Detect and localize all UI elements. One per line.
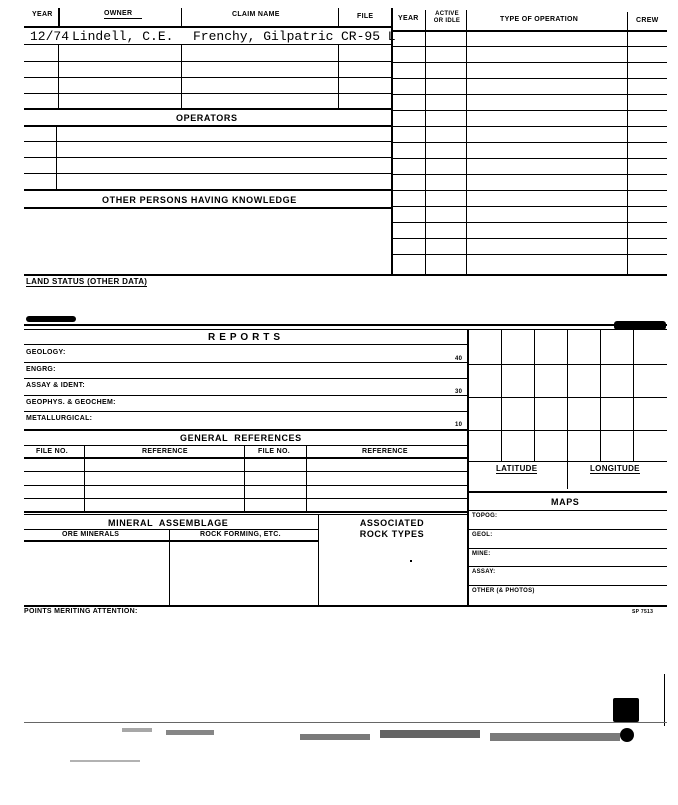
form-number: SP 7513	[632, 609, 654, 615]
rock-forming-label: ROCK FORMING, ETC.	[200, 531, 281, 538]
reports-engrg: ENGRG:	[26, 366, 56, 373]
reports-metallurgical: METALLURGICAL:	[26, 415, 93, 422]
header-owner: OWNER	[104, 10, 133, 17]
col-file-no: FILE NO.	[36, 448, 68, 455]
header-type-of-operation: TYPE OF OPERATION	[500, 16, 579, 23]
reports-assay-num: 30	[455, 389, 463, 395]
reports-heading: R E P O R T S	[208, 332, 281, 343]
general-references-heading: GENERAL REFERENCES	[180, 433, 302, 443]
header-file: FILE	[357, 13, 374, 20]
header-year-2: YEAR	[398, 15, 419, 22]
header-year: YEAR	[32, 11, 53, 18]
associated-rock-types-heading: ASSOCIATED ROCK TYPES	[359, 518, 425, 539]
reports-geophys: GEOPHYS. & GEOCHEM:	[26, 399, 116, 406]
maps-mine: MINE:	[472, 551, 491, 557]
header-active-or-idle: ACTIVE OR IDLE	[433, 11, 461, 24]
row1-year: 12/74	[30, 29, 70, 44]
mineral-assemblage-heading: MINERAL ASSEMBLAGE	[108, 518, 229, 528]
ore-minerals-label: ORE MINERALS	[62, 531, 120, 538]
maps-heading: MAPS	[551, 497, 580, 507]
operators-heading: OPERATORS	[176, 113, 238, 123]
land-status-label: LAND STATUS (OTHER DATA)	[26, 277, 148, 286]
points-meriting-label: POINTS MERITING ATTENTION:	[24, 608, 138, 615]
col-file-no-2: FILE NO.	[258, 448, 290, 455]
scan-mark-left	[26, 316, 76, 322]
row1-file: CR-95 L	[341, 29, 396, 44]
reports-metallurgical-num: 10	[455, 422, 463, 428]
other-persons-heading: OTHER PERSONS HAVING KNOWLEDGE	[102, 195, 297, 205]
maps-topog: TOPOG:	[472, 513, 498, 519]
row1-owner: Lindell, C.E.	[72, 29, 174, 44]
reports-assay: ASSAY & IDENT:	[26, 382, 86, 389]
longitude-label: LONGITUDE	[590, 464, 640, 473]
col-reference: REFERENCE	[142, 448, 188, 455]
maps-geol: GEOL:	[472, 532, 493, 538]
row1-claim-name: Frenchy, Gilpatric	[193, 29, 334, 44]
reports-geology: GEOLOGY:	[26, 349, 66, 356]
col-reference-2: REFERENCE	[362, 448, 408, 455]
header-claim-name: CLAIM NAME	[232, 11, 280, 18]
latitude-label: LATITUDE	[496, 464, 538, 473]
maps-assay: ASSAY:	[472, 569, 496, 575]
header-crew: CREW	[636, 17, 659, 24]
scan-blot	[613, 698, 639, 722]
maps-other: OTHER (& PHOTOS)	[472, 588, 535, 594]
reports-geology-num: 40	[455, 356, 463, 362]
